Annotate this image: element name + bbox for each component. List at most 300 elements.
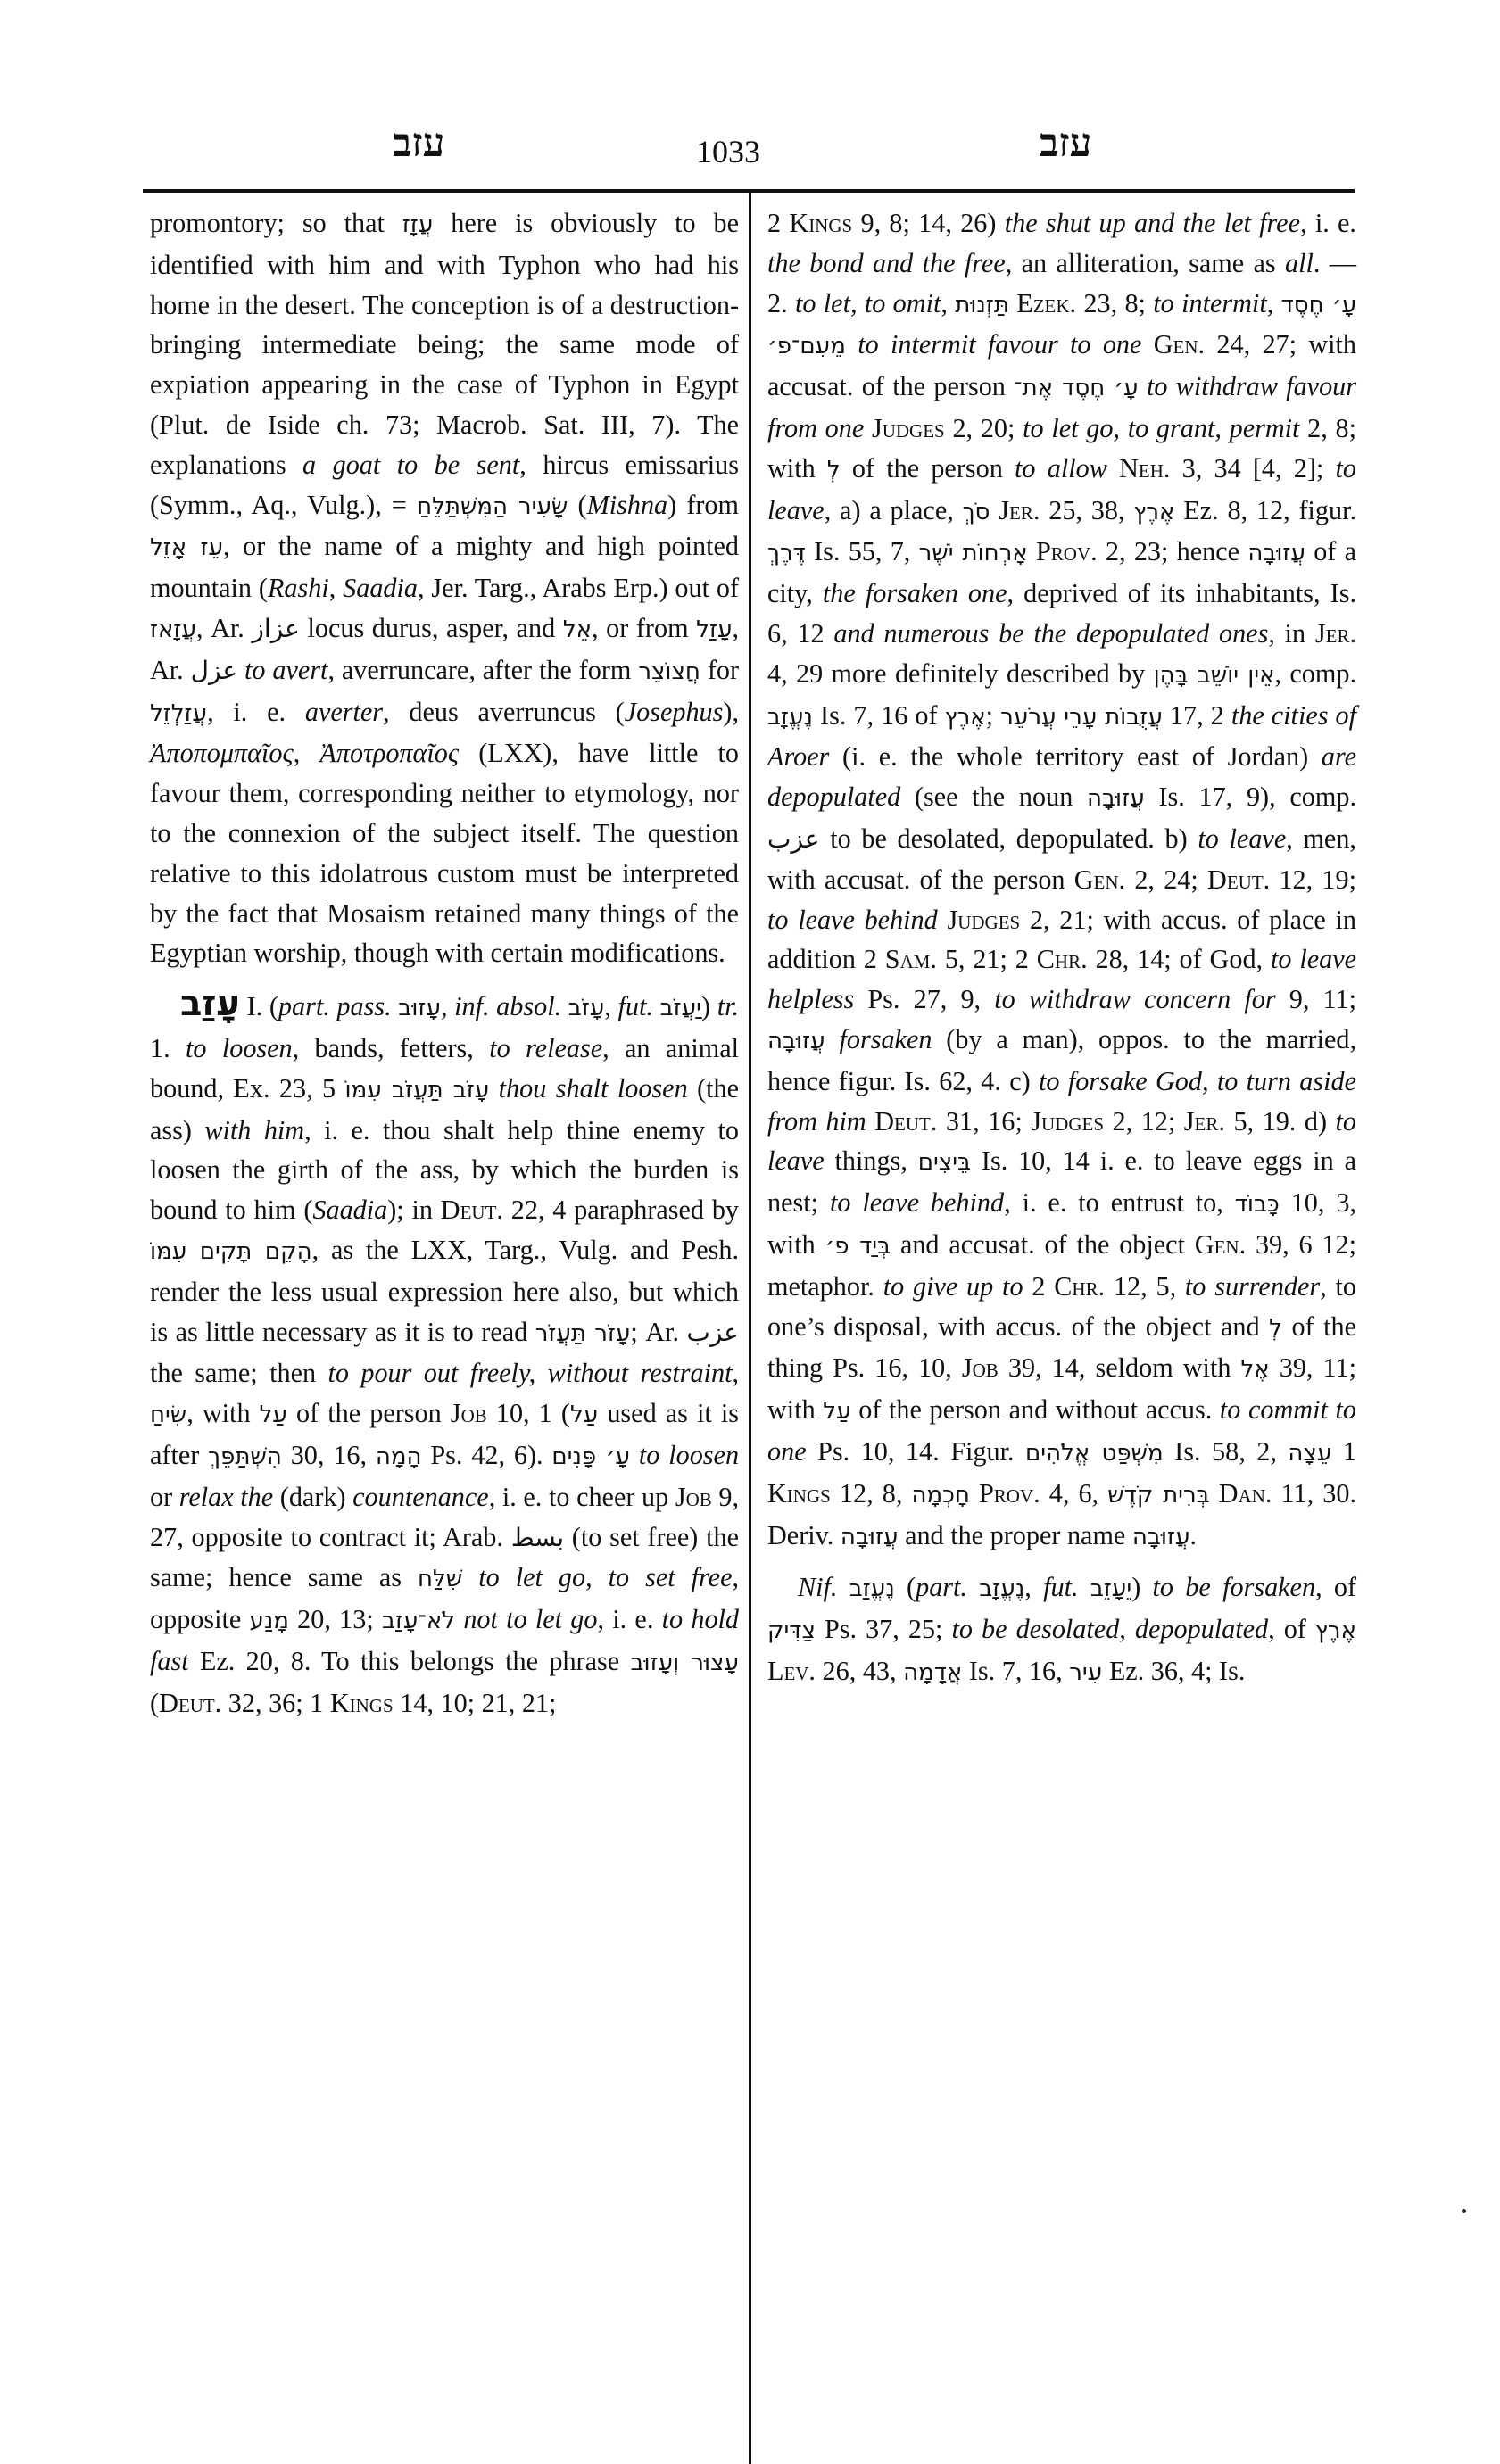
text-run: Ps. 27, 9, [854,984,995,1015]
italic-run: all [1285,247,1314,278]
italic-run: to avert [244,654,328,685]
text-run [1139,371,1147,401]
right-running-headword: עזב [1040,120,1092,166]
text-run: 31, 16; [937,1105,1032,1137]
text-run: , deprived of its inhabitants, Is. 6, 12 [767,578,1356,649]
text-run: Ps. 42, 6). [421,1439,552,1470]
text-run [825,1024,840,1054]
hebrew-word: אֶל [1240,1356,1270,1384]
text-run: I. ( [240,991,278,1022]
text-run: , to one’s disposal, with accus. of the object and [767,1270,1357,1342]
hebrew-word: עִיר [1069,1658,1103,1686]
text-run: , Jer. Targ., Arabs Erp.) out of [418,573,740,604]
text-run: Is. 10, 14 i. e. to leave eggs in a nest; [767,1145,1356,1219]
text-run: of the thing Ps. 16, 10, [767,1311,1357,1384]
text-run: 2 [1023,1270,1055,1302]
text-run: , as the LXX, Targ., Vulg. and Pesh. render the less usual expression here also, but which is as little necessary as it is to read [150,1234,739,1347]
text-run: , bands, fetters, [292,1032,490,1063]
italic-run: to loosen [186,1032,293,1063]
hebrew-word: עֲזֻבוֹת עָרֵי עֲרֹעֵר [1000,703,1163,731]
stray-mark [1462,2209,1466,2213]
text-run: 17, 2 [1162,699,1231,731]
italic-run: forsaken [839,1023,932,1054]
text-run: , opposite [150,1562,740,1635]
text-run: 11, 30. Deriv. [767,1477,1357,1550]
text-run: , [328,573,344,604]
book-abbrev: Judges [871,412,945,443]
text-run: 2, 12; [1104,1105,1184,1137]
book-abbrev: Judges [1031,1105,1105,1137]
book-abbrev: Gen. [1073,864,1126,895]
arabic-word: عزاز [252,613,300,643]
hebrew-word: אֶרֶץ [1133,498,1175,525]
italic-run: a goat to be sent [302,449,520,480]
hebrew-word: עֲזָאז [150,616,196,643]
text-run: ); in [387,1195,441,1226]
text-run [630,1440,639,1470]
hebrew-word: עֲזוּבָה [840,1523,899,1550]
italic-run: inf. absol. [454,991,562,1022]
text-run: ( [894,1572,916,1603]
text-run: , Ar. [195,612,253,643]
text-run: locus durus, asper, and [299,612,563,643]
text-run: , i. e. [597,1604,662,1635]
text-run: 10, 1 ( [486,1398,570,1429]
text-run: ), [723,696,739,727]
hebrew-word: חֲצוֹצֵר [638,657,700,685]
hebrew-word: סֹךְ [962,498,990,525]
italic-run: to give up to [883,1270,1023,1302]
italic-run: and numerous be the depopulated ones [833,617,1269,649]
italic-run: to loosen [638,1439,740,1470]
text-run: (the ass) [150,1072,740,1145]
text-run: and accusat. of the object [891,1228,1195,1260]
text-run: , i. e. thou shalt help thine enemy to loosen the girth of the ass, by which the burden is bound to him ( [150,1114,740,1226]
italic-run: relax the [178,1481,274,1512]
text-run: Ez. 8, 12, figur. [1174,494,1357,525]
text-run [1028,536,1036,566]
book-abbrev: Job [961,1352,999,1384]
hebrew-word: שִׁלַּח [418,1566,463,1593]
hebrew-word: נֶעֱזַב [849,1575,895,1603]
text-run: Is. 58, 2, [1163,1435,1289,1467]
text-run: the same; then [150,1358,328,1389]
text-run: , hircus emissarius (Symm., Aq., Vulg.), = [150,449,739,520]
text-run: Is. 7, 16, [962,1655,1070,1686]
book-abbrev: Chr. [1054,1270,1106,1302]
italic-run: to intermit [1153,287,1267,318]
italic-run: to leave helpless [767,944,1356,1015]
italic-run: the cities of Aroer [767,699,1357,773]
text-run: of the person [286,1398,451,1429]
italic-run: to leave behind [767,904,938,935]
italic-run: Saadia [312,1195,388,1226]
hebrew-word: מָנַע [249,1608,289,1635]
book-abbrev: Dan. [1218,1477,1272,1509]
text-run: 5, 19. d) [1224,1105,1336,1137]
text-run: Ps. 37, 25; [815,1614,952,1645]
text-run: ; [985,699,1001,731]
text-run [837,1572,849,1602]
text-run: to be desolated, depopulated. b) [819,823,1198,854]
text-run: (dark) [273,1481,353,1512]
hebrew-word: עָצוּר וְעָזוּב [630,1649,739,1676]
italic-run: part. [916,1572,967,1603]
text-run: , i. e. to entrust to, [1004,1187,1235,1219]
hebrew-word: לְ [826,456,841,484]
italic-run: Saadia [343,573,418,604]
text-run: Is. 7, 16 of [812,699,945,731]
text-run: (i. e. the whole territory east of Jordan) [829,741,1322,773]
book-abbrev: Deut. [159,1687,222,1718]
hebrew-word: עָזֹב [568,995,605,1022]
text-run: (LXX), have little to favour them, corresponding neither to etymology, nor to the connexion of the subject itself. The question relative to this idolatrous custom must be interpreted by the fact that Mosaism retained many things of the Egyptian worship, though with certain modifications. [150,738,739,969]
text-run: 1. [150,1032,186,1063]
book-abbrev: Ezek. [1016,287,1077,318]
hebrew-word: עֲזַלְזֵל [150,699,208,727]
italic-run: to let go [478,1562,586,1593]
hebrew-word: נֶעֱזָב [767,703,813,731]
text-run: 1 [1331,1435,1356,1467]
text-run: of the person [840,452,1015,484]
text-run [846,329,858,360]
hebrew-word: כָּבוֹד [1234,1191,1280,1219]
text-run: Ps. 10, 14. Figur. [806,1435,1026,1467]
text-run: Is. 17, 9), comp. [1144,781,1356,813]
text-run: 12, 5, [1105,1270,1185,1302]
arabic-word: عزب [686,1317,739,1347]
text-run: 22, 4 paraphrased by [502,1195,740,1226]
text-run [462,1562,478,1592]
italic-run: fut. [617,991,653,1022]
paragraph [767,1567,1356,1692]
text-run: 12, 19; [1270,864,1356,895]
hebrew-word: חָכְמָה [911,1481,970,1509]
text-run: 32, 36; 1 [221,1687,330,1718]
book-abbrev: Kings [767,1477,831,1509]
text-run: 30, 16, [281,1439,376,1470]
italic-run: averter [304,696,384,727]
hebrew-word: עֲזוּבָה [1247,540,1305,567]
text-run: 23, 8; [1076,287,1154,318]
italic-run: to let, to omit [794,287,941,318]
text-run: 12, 8, [830,1477,912,1509]
text-run: , i. e. [1299,208,1356,238]
hebrew-word: עָ׳ פָּנִים [551,1443,631,1470]
text-run: , or the name of a mighty and high pointed mountain ( [150,531,740,604]
text-run: ; Ar. [630,1316,687,1347]
book-abbrev: Deut. [440,1195,503,1226]
arabic-word: بسط [510,1522,565,1552]
italic-run: the bond and the free [767,247,1006,278]
text-run: Ez. 20, 8. To this belongs the phrase [188,1645,631,1676]
hebrew-word: יֵעָזֵב [1090,1575,1132,1603]
text-run: ) from [667,489,740,520]
text-run: promontory; so that [150,208,402,238]
hebrew-word: צַדִּיק [767,1617,816,1645]
hebrew-word: נֶעֱזָב [979,1575,1025,1603]
text-run: 2, 8; with [767,412,1357,484]
hebrew-word: לְ [1269,1314,1282,1342]
text-run: , [293,738,320,769]
text-run [237,655,244,685]
italic-run: to set free [608,1562,733,1593]
text-run: , [604,991,618,1022]
text-run: 39, 6 12; metaphor. [767,1228,1357,1302]
text-run [489,1073,498,1104]
text-run [967,1572,979,1602]
book-abbrev: Jer. [1183,1105,1225,1137]
text-run: 9, 27, opposite to contract it; Arab. [150,1481,740,1552]
hebrew-word: מִשְׁפַּט אֱלֹהִים [1025,1439,1164,1467]
italic-run: Josephus [624,696,724,727]
hebrew-word: עַל [259,1402,287,1429]
book-abbrev: Neh. [1119,452,1171,484]
book-abbrev: Chr. [1036,944,1088,975]
text-run: , of [1315,1572,1357,1603]
page-number: 1033 [696,134,760,170]
paragraph [767,203,1356,1557]
italic-run: to hold fast [150,1604,740,1676]
text-run: 9, 11; [1275,984,1356,1015]
italic-run: thou shalt loosen [498,1072,688,1104]
text-run: 10, 3, with [767,1187,1357,1260]
text-run: , men, with accusat. of the person [767,823,1356,895]
text-run: , [732,1358,740,1389]
italic-run: countenance [352,1481,489,1512]
book-abbrev: Gen. [1194,1228,1247,1260]
text-run: , a) a place, [824,494,963,525]
hebrew-word: אֶרֶץ [944,703,986,731]
text-run [1141,329,1153,360]
book-abbrev: Job [450,1398,487,1429]
text-run [561,991,568,1021]
text-run: 5, 21; 2 [936,944,1037,975]
text-run: of the person and without accus. [850,1394,1220,1426]
book-abbrev: Gen. [1153,329,1206,360]
italic-run: Nif. [798,1572,838,1603]
text-run: , [440,991,455,1022]
italic-run: tr. [717,991,740,1022]
text-run [990,495,999,525]
book-abbrev: Jer. [999,494,1040,525]
text-run: , an animal bound, Ex. 23, 5 [150,1032,740,1104]
text-run: or [150,1481,179,1512]
italic-run: to leave [767,1105,1357,1177]
text-run: , averruncare, after the form [327,654,639,685]
hebrew-word: יַעֲזֹב [659,995,701,1022]
italic-run: to withdraw concern for [994,984,1276,1015]
italic-run: with him [204,1114,305,1145]
hebrew-word: שָׂעִיר הַמִּשְׁתַּלֵּחַ [417,492,568,520]
book-abbrev: Judges [947,904,1021,935]
text-run: used as it is after [150,1398,740,1470]
text-run [1079,1572,1090,1602]
text-run: , [941,287,956,318]
hebrew-word: הָמָה [375,1443,422,1470]
hebrew-word: עָזוּב [398,995,441,1022]
text-run: , or from [592,612,697,643]
text-run: , [1024,1572,1044,1603]
text-run: (to set free) the same; hence same as [150,1521,739,1593]
text-run: Ez. 36, 4; Is. [1102,1655,1246,1686]
book-abbrev: Lev. [767,1655,816,1686]
book-abbrev: Prov. [1035,536,1098,567]
text-run: ( [150,1687,160,1718]
italic-run: to forsake God, to turn aside from him [767,1065,1356,1137]
text-run: (by a man), oppos. to the married, hence figur. Is. 62, 4. c) [767,1023,1356,1096]
hebrew-word: עֵז אָזֵל [150,534,223,562]
left-column [150,203,739,1723]
book-abbrev: Sam. [884,944,937,975]
book-abbrev: Prov. [978,1477,1040,1509]
text-run: for [700,654,740,685]
hebrew-word: עָזַל [696,616,733,643]
text-run: . — 2. [767,247,1357,318]
italic-run: Mishna [586,489,668,520]
greek-word: Ἀποτροπαῖος [319,738,460,769]
text-run: 4, 6, [1040,1477,1108,1509]
italic-run: to release [489,1032,603,1063]
hebrew-word: עָזֹר תַּעֲזֹר [535,1319,631,1347]
italic-run: part. pass. [278,991,392,1022]
hebrew-word: אֲדָמָה [903,1658,963,1686]
text-run: (see the noun [900,781,1088,813]
page-header [143,120,1356,174]
book-abbrev: Jer. [1314,617,1357,649]
text-run: ) [701,991,717,1022]
text-run: , an alliteration, same as [1005,247,1286,278]
italic-run: to leave [1198,823,1287,854]
hebrew-word: אֵל [562,616,592,643]
text-run: , Ar. [150,612,740,685]
italic-run: to leave [767,452,1357,525]
column-divider [749,191,751,2464]
italic-run: the shut up and the let free [1004,208,1300,238]
hebrew-word: עָזֹב תַּעֲזֹב עִמּוֹ [344,1076,490,1104]
text-run [653,991,660,1021]
text-run: , [585,1562,609,1593]
text-run: 2, 23; hence [1097,536,1248,567]
text-run: 2, 20; [944,412,1023,443]
text-run [1210,1478,1219,1509]
hebrew-word: שִׂיחַ [150,1402,187,1429]
text-run: 20, 13; [288,1604,382,1635]
text-run: 28, 14; of God, [1087,944,1271,975]
text-run: 9, 8; 14, 26) [852,208,1005,238]
text-run: things, [824,1145,918,1177]
text-run: 25, 38, [1040,494,1134,525]
text-run [970,1478,979,1509]
text-run: 14, 10; 21, 21; [393,1687,557,1718]
italic-run: the forsaken one [822,578,1007,609]
hebrew-word: עֲזוּבָה [1087,785,1145,813]
text-run [1107,453,1119,484]
book-abbrev: Job [675,1481,712,1512]
arabic-word: عزل [190,655,238,685]
hebrew-word: עָ׳ חֶסֶד מֵעִם־פ׳ [767,291,1357,360]
text-run [864,413,872,443]
text-run: 39, 11; with [767,1352,1356,1426]
text-run: , i. e. to cheer up [488,1481,675,1512]
text-run: 4, 29 more definitely described by [767,657,1154,689]
right-column [767,203,1356,1693]
hebrew-word: עַל [823,1398,851,1426]
italic-run: to surrender [1184,1270,1321,1302]
text-run: , with [186,1398,260,1429]
text-run: , comp. [1274,657,1357,689]
text-run: , [1266,287,1281,318]
text-run: 3, 34 [4, 2]; [1170,452,1336,484]
book-abbrev: Deut. [1207,864,1271,895]
text-run [455,1604,463,1634]
text-run: 24, 27; with accusat. of the person [767,329,1357,402]
italic-run: to allow [1015,452,1107,484]
entry-headword: עָזַב [180,983,240,1025]
text-run: , deus averruncus ( [383,696,625,727]
italic-run: Rashi [267,573,329,604]
text-run: 26, 43, [815,1655,904,1686]
paragraph [150,984,739,1723]
italic-run: to withdraw favour from one [767,371,1357,443]
text-run: 39, 14, seldom with [998,1352,1241,1384]
hebrew-word: אֵין יוֹשֵׁב בָּהֶן [1153,661,1275,689]
italic-run: fut. [1043,1572,1079,1603]
book-abbrev: Kings [789,208,853,238]
text-run: 2 [767,208,790,238]
text-run: ) [1131,1572,1153,1603]
italic-run: to let go, to grant, permit [1023,412,1300,443]
text-run [866,1106,875,1137]
italic-run: to leave behind [829,1187,1005,1219]
hebrew-word: הָקֵם תָּקִים עִמּוֹ [150,1237,312,1265]
hebrew-word: בֵּיצִים [917,1149,972,1177]
hebrew-word: עֲזָז [402,211,434,238]
italic-run: to commit to one [767,1394,1356,1467]
text-run: and the proper name [898,1519,1132,1550]
text-run [938,905,948,935]
left-running-headword: עזב [393,120,445,166]
text-run: here is obviously to be identified with him and with Typhon who had his home in the desert. The conception is of a destruction-bringing intermediate being; the same mode of expiation appearing in the case of Typhon in Egypt (Plut. de Iside ch. 73; Macrob. Sat. III, 7). The explanations [150,208,740,480]
paragraph [150,203,739,973]
greek-word: Ἀποπομπαῖος [150,738,294,769]
hebrew-word: אָרְחוֹת יֹשֶׁר [918,540,1028,567]
text-run: Is. 55, 7, [805,536,919,567]
hebrew-word: הִשְׁתַּפֵּךְ [208,1443,282,1470]
text-run: 2, 21; with accus. of place in addition 2 [767,904,1356,975]
text-run: , of [1268,1614,1315,1645]
book-abbrev: Kings [329,1687,394,1718]
arabic-word: عزب [767,823,820,854]
text-run: 2, 24; [1125,864,1208,895]
text-run: ( [568,489,587,520]
hebrew-word: אֶרֶץ [1314,1617,1356,1645]
text-run: , in [1268,617,1315,649]
italic-run: are depopulated [767,741,1356,813]
text-run [1009,288,1016,318]
italic-run: to be forsaken [1152,1572,1316,1603]
hebrew-word: עֵצָה [1288,1439,1332,1467]
italic-run: not to let go [463,1604,598,1635]
hebrew-word: עַל [569,1402,599,1429]
hebrew-word: דֶּרֶךְ [767,540,806,567]
hebrew-word: עָ׳ חֶסֶד אֶת־ [1014,375,1139,402]
hebrew-word: לֹא־עָזַב [381,1608,456,1635]
hebrew-word: עֲזוּבָה [1131,1523,1190,1550]
hebrew-word: תַּזְנוּת [955,291,1009,318]
italic-run: to intermit favour to one [858,329,1142,360]
book-abbrev: Deut. [874,1105,938,1137]
